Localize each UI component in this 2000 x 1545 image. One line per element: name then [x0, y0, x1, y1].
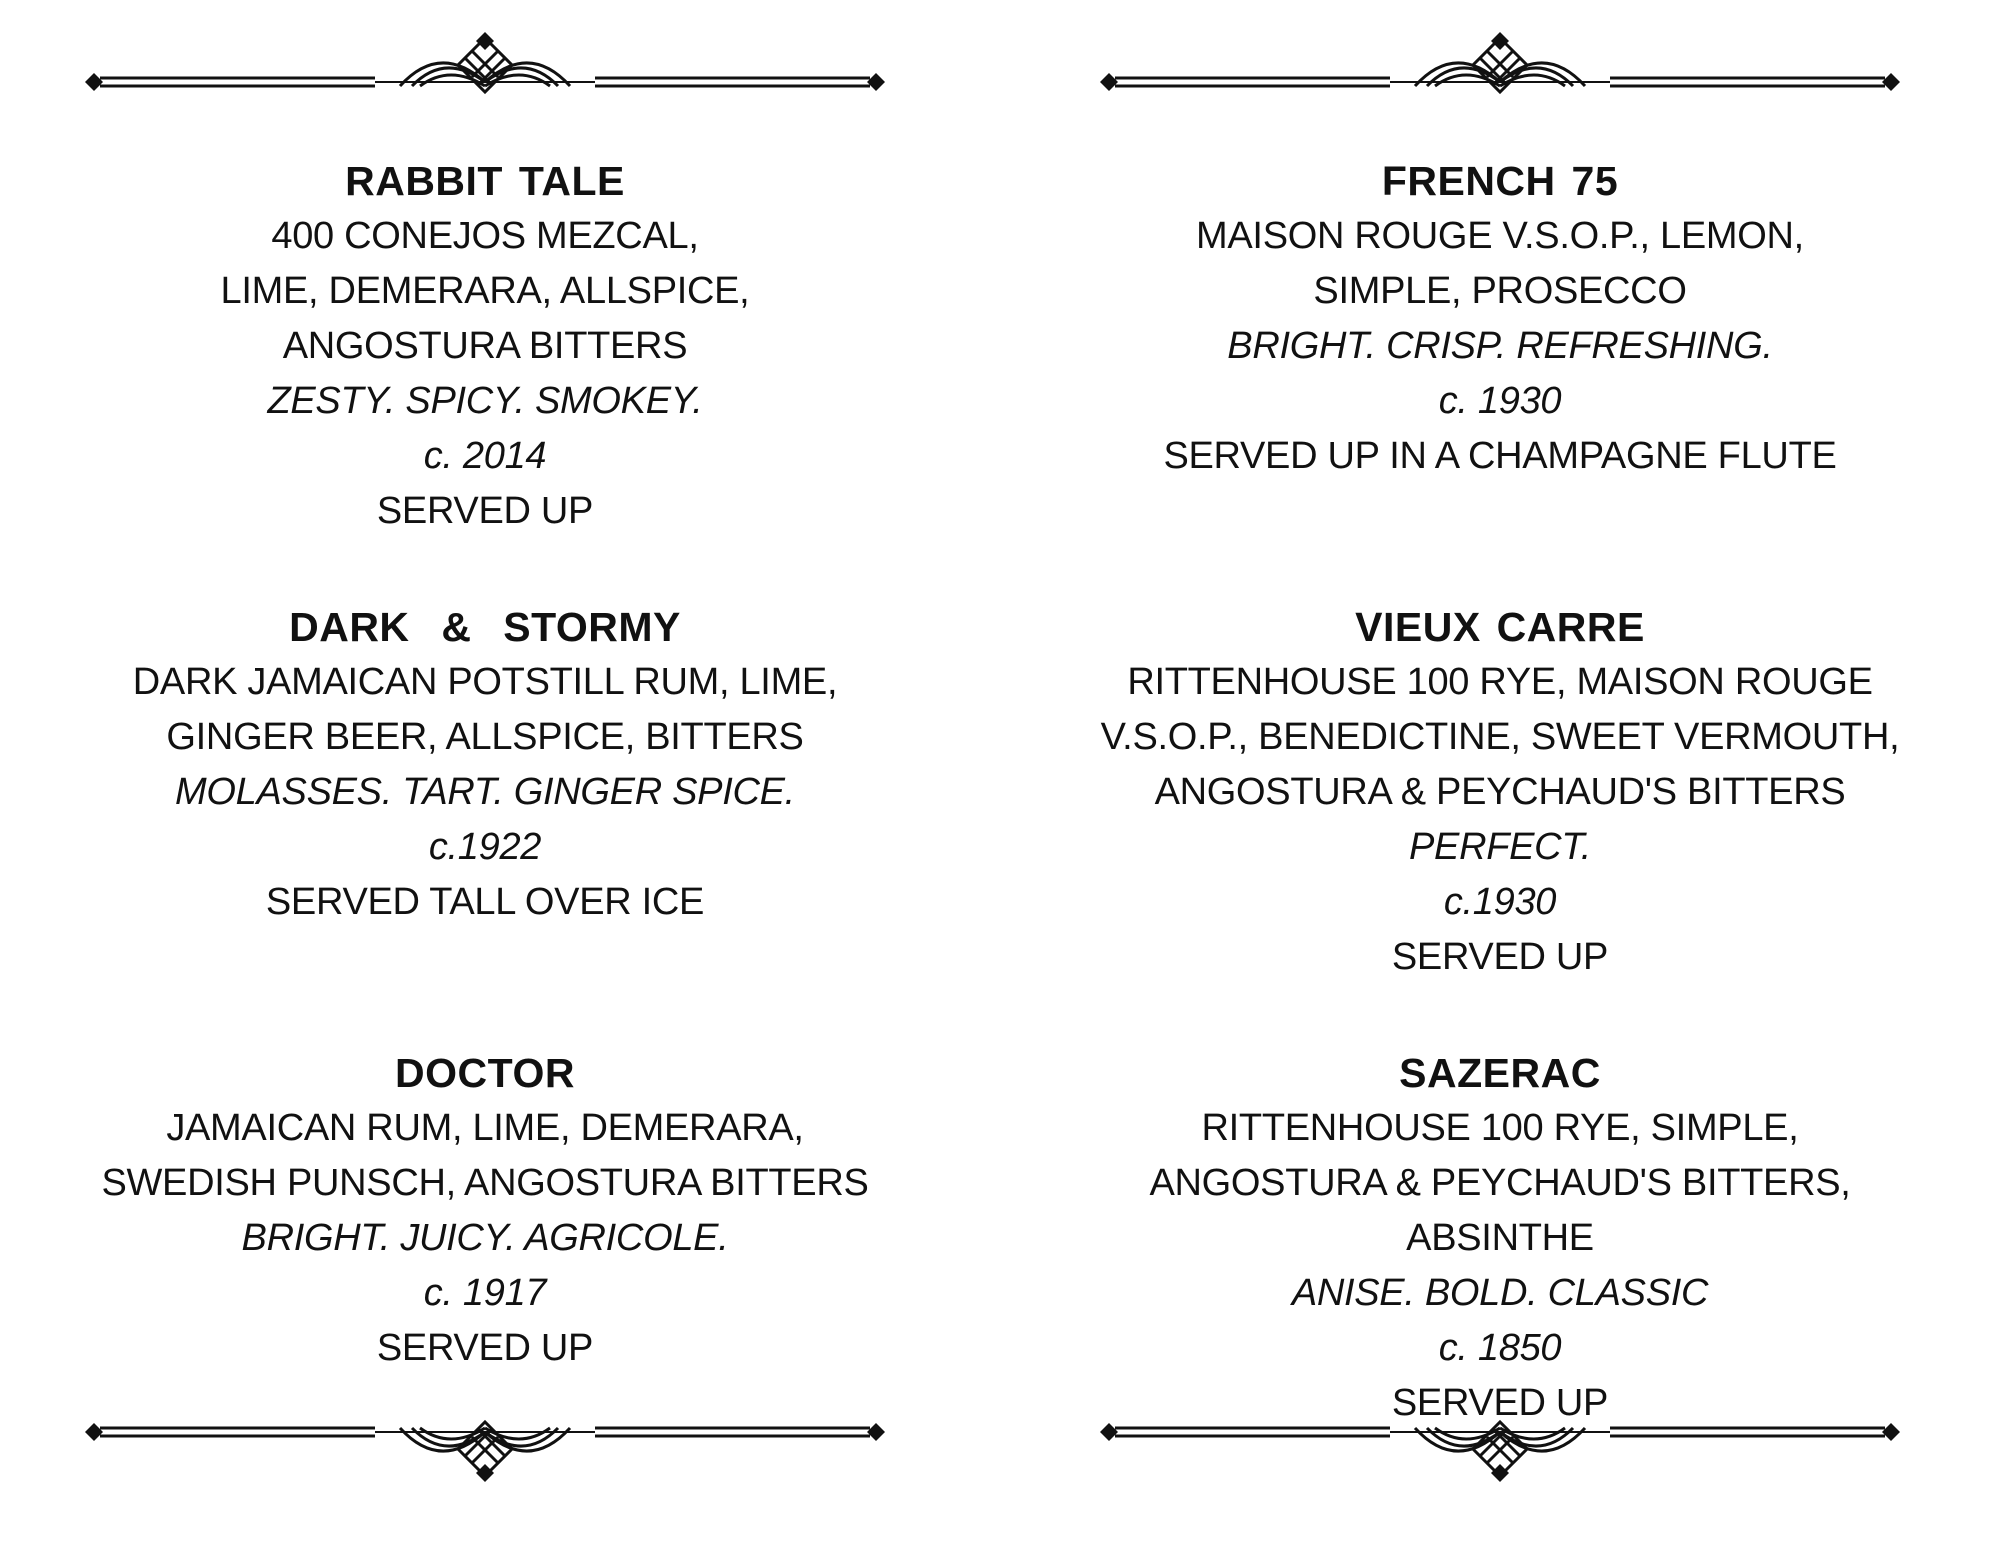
- tasting-notes: ZESTY. SPICY. SMOKEY.: [267, 380, 703, 422]
- ingredient-line: DARK JAMAICAN POTSTILL RUM, LIME,: [132, 661, 838, 703]
- tasting-notes: BRIGHT. JUICY. AGRICOLE.: [241, 1217, 729, 1259]
- service-style: SERVED UP: [1391, 936, 1609, 978]
- service-style: SERVED UP IN A CHAMPAGNE FLUTE: [1163, 435, 1837, 477]
- service-style: SERVED TALL OVER ICE: [265, 881, 705, 923]
- art-deco-divider-icon: [0, 1388, 1000, 1498]
- ingredient-line: MAISON ROUGE V.S.O.P., LEMON,: [1196, 215, 1804, 257]
- ingredient-line: ABSINTHE: [1406, 1217, 1594, 1259]
- art-deco-divider-icon: [1015, 1388, 2000, 1498]
- ingredient-line: ANGOSTURA & PEYCHAUD'S BITTERS,: [1149, 1162, 1851, 1204]
- ingredient-line: ANGOSTURA & PEYCHAUD'S BITTERS: [1154, 771, 1846, 813]
- drink-name: VIEUX CARRE: [1355, 604, 1645, 650]
- ingredient-line: RITTENHOUSE 100 RYE, SIMPLE,: [1201, 1107, 1799, 1149]
- ingredient-line: SWEDISH PUNSCH, ANGOSTURA BITTERS: [101, 1162, 869, 1204]
- drink-card: [1015, 154, 1985, 484]
- bottom-ornament-divider-right: [1015, 1388, 2000, 1498]
- ingredient-line: V.S.O.P., BENEDICTINE, SWEET VERMOUTH,: [1100, 716, 1900, 758]
- ingredient-line: LIME, DEMERARA, ALLSPICE,: [220, 270, 750, 312]
- drink-year: c.1930: [1443, 881, 1557, 923]
- drink-year: c. 2014: [423, 435, 547, 477]
- top-ornament-divider-right: [1015, 16, 2000, 126]
- service-style: SERVED UP: [376, 1327, 594, 1369]
- bottom-ornament-divider-left: [0, 1388, 1000, 1498]
- service-style: SERVED UP: [1391, 1382, 1609, 1424]
- tasting-notes: MOLASSES. TART. GINGER SPICE.: [175, 771, 795, 813]
- drink-name: DOCTOR: [395, 1050, 575, 1096]
- drink-year: c. 1930: [1438, 380, 1562, 422]
- drink-card: [1015, 600, 1985, 985]
- drink-name: SAZERAC: [1399, 1050, 1601, 1096]
- ingredient-line: ANGOSTURA BITTERS: [282, 325, 688, 367]
- drink-card: [1015, 1046, 1985, 1431]
- drink-name: RABBIT TALE: [345, 158, 625, 204]
- tasting-notes: ANISE. BOLD. CLASSIC: [1291, 1272, 1709, 1314]
- tasting-notes: BRIGHT. CRISP. REFRESHING.: [1227, 325, 1773, 367]
- ingredient-line: 400 CONEJOS MEZCAL,: [271, 215, 699, 257]
- drink-card: [0, 154, 970, 539]
- ingredient-line: JAMAICAN RUM, LIME, DEMERARA,: [166, 1107, 804, 1149]
- ingredient-line: SIMPLE, PROSECCO: [1313, 270, 1687, 312]
- right-menu-column: [1015, 0, 2000, 1545]
- drink-year: c. 1850: [1438, 1327, 1562, 1369]
- service-style: SERVED UP: [376, 490, 594, 532]
- drink-name: FRENCH 75: [1381, 158, 1619, 204]
- ingredient-line: RITTENHOUSE 100 RYE, MAISON ROUGE: [1127, 661, 1873, 703]
- art-deco-divider-icon: [1015, 16, 2000, 126]
- drink-year: c. 1917: [423, 1272, 547, 1314]
- drink-card: [0, 600, 970, 930]
- top-ornament-divider-left: [0, 16, 1000, 126]
- drink-year: c.1922: [428, 826, 542, 868]
- art-deco-divider-icon: [0, 16, 1000, 126]
- drink-card: [0, 1046, 970, 1376]
- drink-name: DARK & STORMY: [289, 604, 681, 650]
- tasting-notes: PERFECT.: [1408, 826, 1591, 868]
- ingredient-line: GINGER BEER, ALLSPICE, BITTERS: [166, 716, 804, 758]
